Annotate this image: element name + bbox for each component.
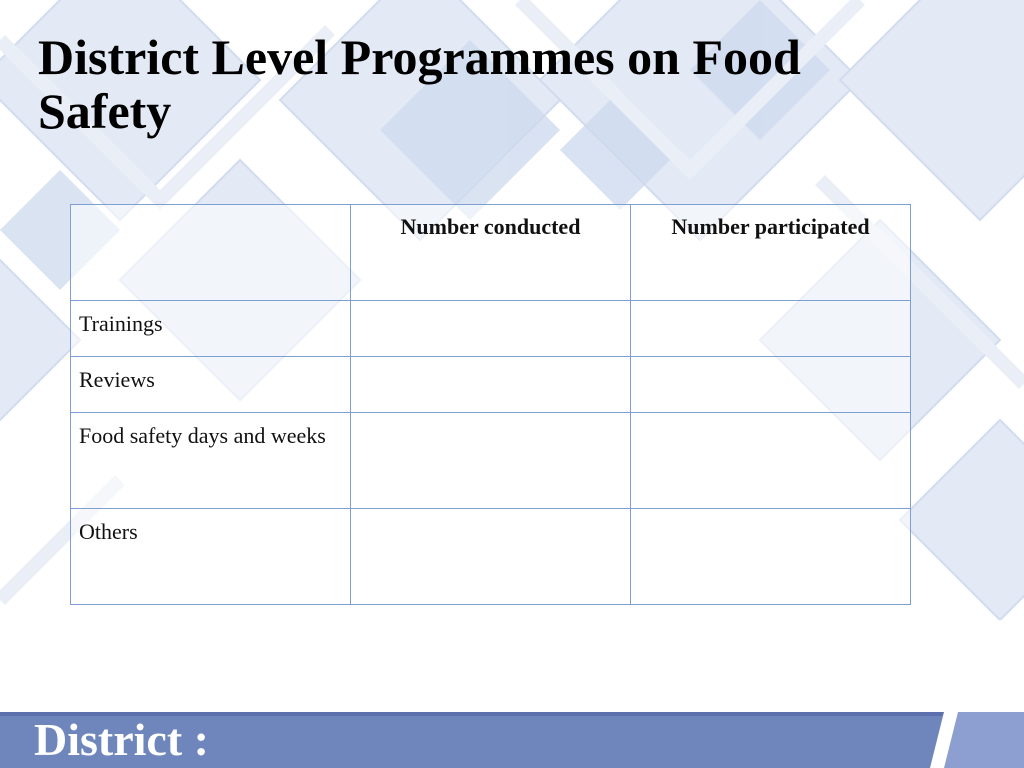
- header-number-conducted: Number conducted: [351, 205, 631, 301]
- header-number-participated: Number participated: [631, 205, 911, 301]
- cell-food-safety-days-conducted[interactable]: [351, 413, 631, 509]
- table-header-row: [71, 205, 911, 301]
- row-label-trainings: Trainings: [71, 301, 351, 357]
- table-row: [71, 357, 911, 413]
- table-row: [71, 413, 911, 509]
- slide-title: District Level Programmes on Food Safety: [38, 29, 801, 139]
- header-cell-blank: [71, 205, 351, 301]
- district-label: District :: [34, 714, 209, 765]
- cell-others-conducted[interactable]: [351, 509, 631, 605]
- row-label-others: Others: [71, 509, 351, 605]
- cell-trainings-conducted[interactable]: [351, 301, 631, 357]
- cell-trainings-participated[interactable]: [631, 301, 911, 357]
- cell-reviews-conducted[interactable]: [351, 357, 631, 413]
- table-row: [71, 509, 911, 605]
- table-row: [71, 301, 911, 357]
- row-label-food-safety-days: Food safety days and weeks: [71, 413, 351, 509]
- row-label-reviews: Reviews: [71, 357, 351, 413]
- cell-others-participated[interactable]: [631, 509, 911, 605]
- cell-reviews-participated[interactable]: [631, 357, 911, 413]
- programmes-table: [70, 204, 911, 605]
- cell-food-safety-days-participated[interactable]: [631, 413, 911, 509]
